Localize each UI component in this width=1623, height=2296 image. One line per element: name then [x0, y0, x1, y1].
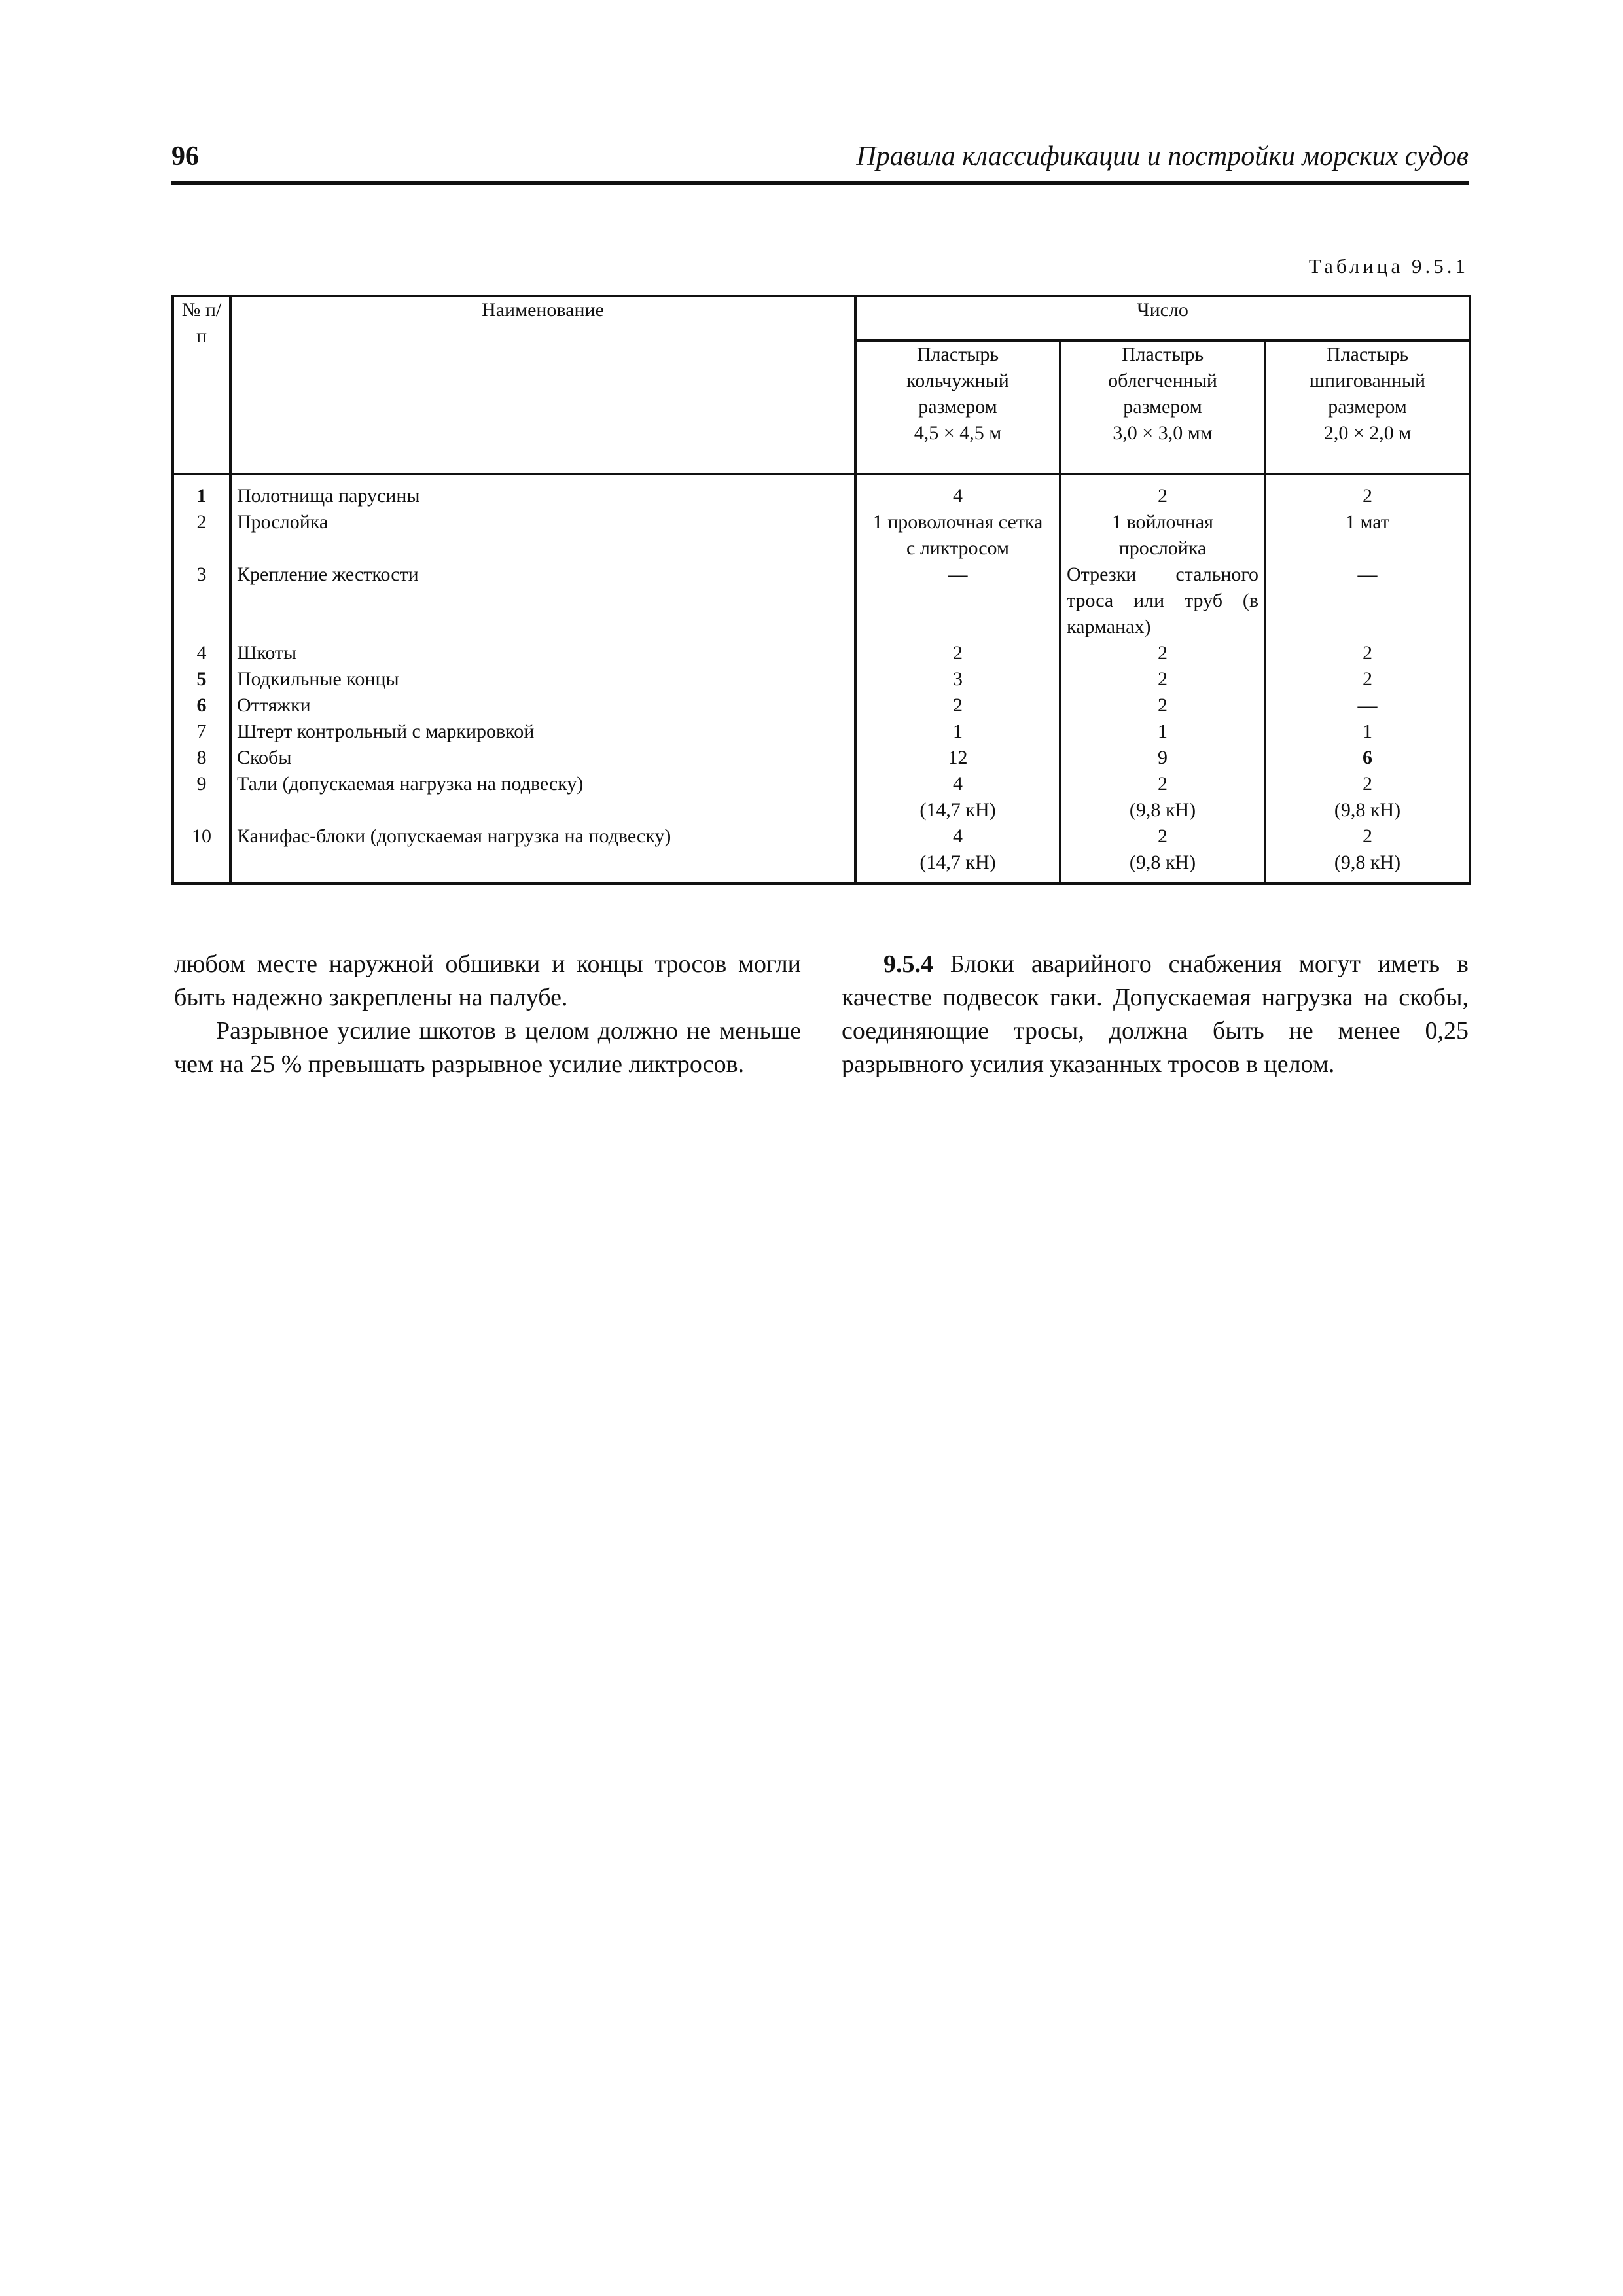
row-name: Канифас-блоки (допускаемая нагрузка на подвеску) — [230, 823, 855, 884]
row-number: 3 — [173, 562, 230, 640]
row-value-1 — [855, 823, 1060, 884]
row-value-2: 1 — [1060, 719, 1265, 745]
section-number: 9.5.4 — [883, 950, 933, 978]
header-line: размером — [1123, 396, 1202, 418]
cell-line: (9,8 кН) — [1129, 799, 1196, 821]
cell-line: (9,8 кН) — [1334, 852, 1401, 873]
table-row — [173, 509, 1470, 562]
row-value-2: 2 — [1060, 692, 1265, 719]
row-name: Тали (допускаемая нагрузка на подвеску) — [230, 771, 855, 823]
cell-line: 4 — [953, 773, 963, 795]
row-value-3: 2 — [1265, 474, 1470, 509]
header-line: размером — [1328, 396, 1407, 418]
table-row — [173, 745, 1470, 771]
header-line: Пластырь — [916, 344, 999, 365]
row-name: Скобы — [230, 745, 855, 771]
header-line: шпигованный — [1309, 370, 1426, 391]
table-row — [173, 823, 1470, 884]
row-value-2: Отрезки стального троса или труб (в карманах) — [1060, 562, 1265, 640]
row-name: Шкоты — [230, 640, 855, 666]
row-number: 5 — [173, 666, 230, 692]
col-header-patch-quilted — [1265, 340, 1470, 474]
table-row — [173, 771, 1470, 823]
row-value-1: 2 — [855, 640, 1060, 666]
equipment-table — [171, 295, 1471, 885]
header-line: кольчужный — [906, 370, 1009, 391]
page-number: 96 — [171, 141, 199, 171]
row-number: 7 — [173, 719, 230, 745]
header-line: Пластырь — [1121, 344, 1204, 365]
row-name: Штерт контрольный с маркировкой — [230, 719, 855, 745]
cell-line: (14,7 кН) — [919, 799, 996, 821]
header-line: Пластырь — [1326, 344, 1409, 365]
row-value-3: 1 мат — [1265, 509, 1470, 562]
right-text-column — [842, 948, 1469, 1081]
running-title: Правила классификации и постройки морских судов — [856, 141, 1469, 171]
col-header-patch-chainmail — [855, 340, 1060, 474]
row-number: 4 — [173, 640, 230, 666]
table-row — [173, 719, 1470, 745]
row-value-3: — — [1265, 562, 1470, 640]
row-value-2: 9 — [1060, 745, 1265, 771]
row-value-3: 6 — [1265, 745, 1470, 771]
table-row — [173, 640, 1470, 666]
cell-line: 2 — [1158, 825, 1168, 847]
cell-line: 4 — [953, 825, 963, 847]
table-row — [173, 692, 1470, 719]
paragraph: любом месте наружной обшивки и концы тросов могли быть надежно закреплены на палубе. — [174, 950, 801, 1011]
header-line: 2,0 × 2,0 м — [1323, 422, 1412, 444]
row-value-1: — — [855, 562, 1060, 640]
cell-line: 2 — [1363, 773, 1373, 795]
page-header — [171, 143, 1469, 185]
row-number: 8 — [173, 745, 230, 771]
row-number: 10 — [173, 823, 230, 884]
row-number: 2 — [173, 509, 230, 562]
row-name: Подкильные концы — [230, 666, 855, 692]
row-number: 6 — [173, 692, 230, 719]
row-name: Крепление жесткости — [230, 562, 855, 640]
cell-line: 1 войлочная — [1112, 511, 1213, 533]
paragraph-text: Блоки аварийного снабжения могут иметь в качестве подвесок гаки. Допускаемая нагрузка на скобы, соединяющие тросы, должна быть не менее 0,25 разрывного усилия указанных тросов в целом. — [842, 950, 1469, 1078]
col-header-number: № п/п — [173, 296, 230, 474]
row-value-2: 2 — [1060, 474, 1265, 509]
row-value-2 — [1060, 771, 1265, 823]
row-value-2 — [1060, 823, 1265, 884]
header-line: размером — [918, 396, 997, 418]
paragraph: Разрывное усилие шкотов в целом должно не меньше чем на 25 % превышать разрывное усилие ликтросов. — [174, 1017, 801, 1078]
cell-line: (9,8 кН) — [1129, 852, 1196, 873]
row-name: Прослойка — [230, 509, 855, 562]
cell-line: (14,7 кН) — [919, 852, 996, 873]
row-number: 9 — [173, 771, 230, 823]
header-line: облегченный — [1108, 370, 1217, 391]
table-row — [173, 562, 1470, 640]
header-line: 4,5 × 4,5 м — [914, 422, 1002, 444]
cell-line: с ликтросом — [906, 537, 1009, 559]
row-value-2: 2 — [1060, 666, 1265, 692]
row-value-3: 1 — [1265, 719, 1470, 745]
row-value-2 — [1060, 509, 1265, 562]
row-value-1: 12 — [855, 745, 1060, 771]
row-name: Полотнища парусины — [230, 474, 855, 509]
col-header-count: Число — [855, 296, 1470, 340]
row-value-3 — [1265, 771, 1470, 823]
table-row — [173, 666, 1470, 692]
paragraph — [842, 948, 1469, 1081]
row-value-3: 2 — [1265, 666, 1470, 692]
table-caption: Таблица 9.5.1 — [1308, 255, 1469, 278]
left-text-column — [174, 948, 801, 1081]
row-value-1: 2 — [855, 692, 1060, 719]
header-line: 3,0 × 3,0 мм — [1113, 422, 1213, 444]
row-value-3: 2 — [1265, 640, 1470, 666]
row-value-1: 1 — [855, 719, 1060, 745]
row-value-1: 4 — [855, 474, 1060, 509]
row-name: Оттяжки — [230, 692, 855, 719]
col-header-name: Наименование — [230, 296, 855, 474]
cell-line: прослойка — [1118, 537, 1207, 559]
row-value-2: 2 — [1060, 640, 1265, 666]
table-row — [173, 474, 1470, 509]
row-value-1 — [855, 509, 1060, 562]
row-number: 1 — [173, 474, 230, 509]
col-header-patch-light — [1060, 340, 1265, 474]
row-value-1: 3 — [855, 666, 1060, 692]
row-value-1 — [855, 771, 1060, 823]
cell-line: 2 — [1363, 825, 1373, 847]
cell-line: 2 — [1158, 773, 1168, 795]
cell-line: 1 проволочная сетка — [872, 511, 1043, 533]
cell-line: (9,8 кН) — [1334, 799, 1401, 821]
row-value-3 — [1265, 823, 1470, 884]
row-value-3: — — [1265, 692, 1470, 719]
